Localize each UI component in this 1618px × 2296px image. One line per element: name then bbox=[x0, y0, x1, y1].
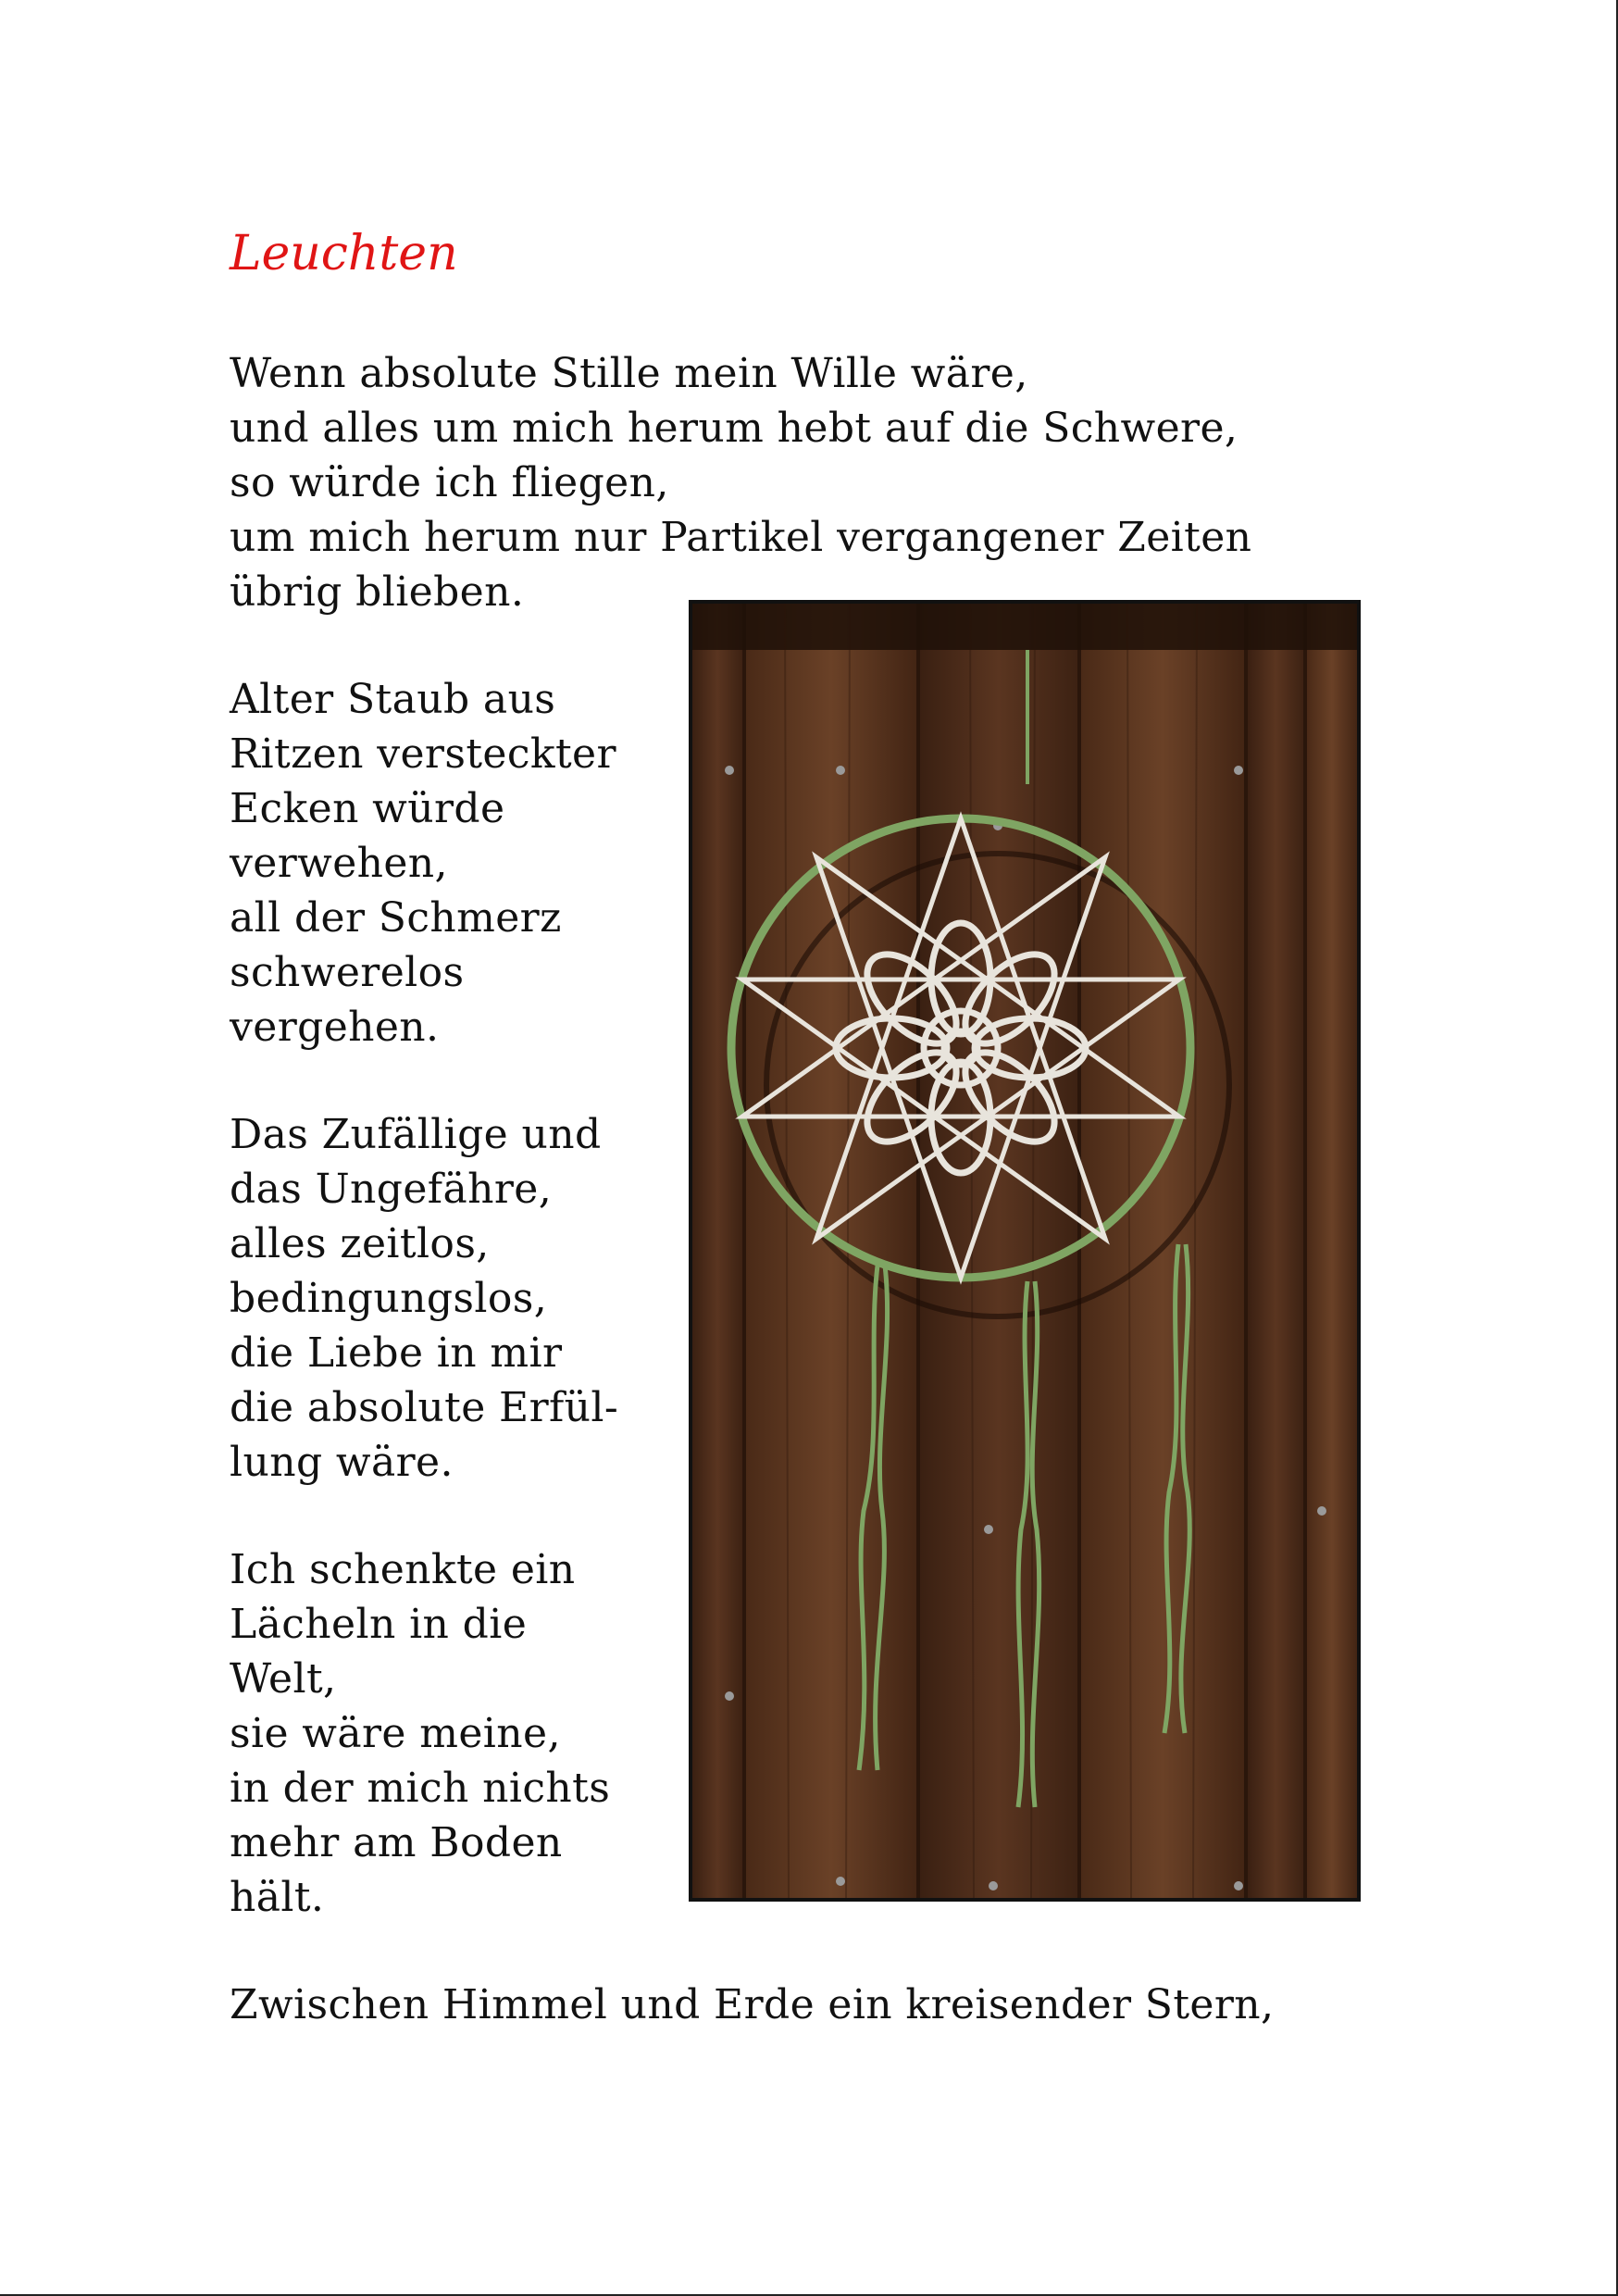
poem-line: Ecken würde bbox=[230, 785, 505, 832]
poem-line: Wenn absolute Stille mein Wille wäre, bbox=[230, 350, 1028, 397]
poem-line: mehr am Boden bbox=[230, 1819, 563, 1866]
poem-line: um mich herum nur Partikel vergangener Zeiten bbox=[230, 514, 1252, 561]
poem-line: all der Schmerz bbox=[230, 894, 562, 942]
poem-line: Das Zufällige und bbox=[230, 1111, 602, 1158]
poem-line: und alles um mich herum hebt auf die Schwere, bbox=[230, 405, 1238, 452]
poem-line: Ich schenkte ein bbox=[230, 1546, 576, 1593]
poem-line: in der mich nichts bbox=[230, 1765, 611, 1812]
poem-line: das Ungefähre, bbox=[230, 1166, 553, 1213]
poem-line: alles zeitlos, bbox=[230, 1220, 490, 1267]
poem-line: Alter Staub aus bbox=[230, 676, 556, 723]
poem-line: so würde ich fliegen, bbox=[230, 459, 669, 506]
poem-line: die absolute Erfül- bbox=[230, 1384, 619, 1431]
poem-line: hält. bbox=[230, 1874, 325, 1921]
poem-line: Lächeln in die bbox=[230, 1601, 528, 1648]
poem-line: übrig blieben. bbox=[230, 568, 525, 616]
poem-line: verwehen, bbox=[230, 840, 448, 887]
poem-line: bedingungslos, bbox=[230, 1275, 548, 1322]
poem-line: lung wäre. bbox=[230, 1439, 454, 1486]
dreamcatcher-photo bbox=[689, 600, 1361, 1902]
poem-title: Leuchten bbox=[230, 226, 458, 281]
poem-line: sie wäre meine, bbox=[230, 1710, 561, 1757]
poem-line: Zwischen Himmel und Erde ein kreisender Stern, bbox=[230, 1981, 1275, 2028]
poem-line: schwerelos bbox=[230, 949, 465, 996]
poem-line: Ritzen versteckter bbox=[230, 730, 616, 778]
poem-line: die Liebe in mir bbox=[230, 1329, 563, 1377]
dreamcatcher-image bbox=[692, 604, 1357, 1898]
poem-line: Welt, bbox=[230, 1655, 337, 1703]
poem-line: vergehen. bbox=[230, 1004, 440, 1051]
